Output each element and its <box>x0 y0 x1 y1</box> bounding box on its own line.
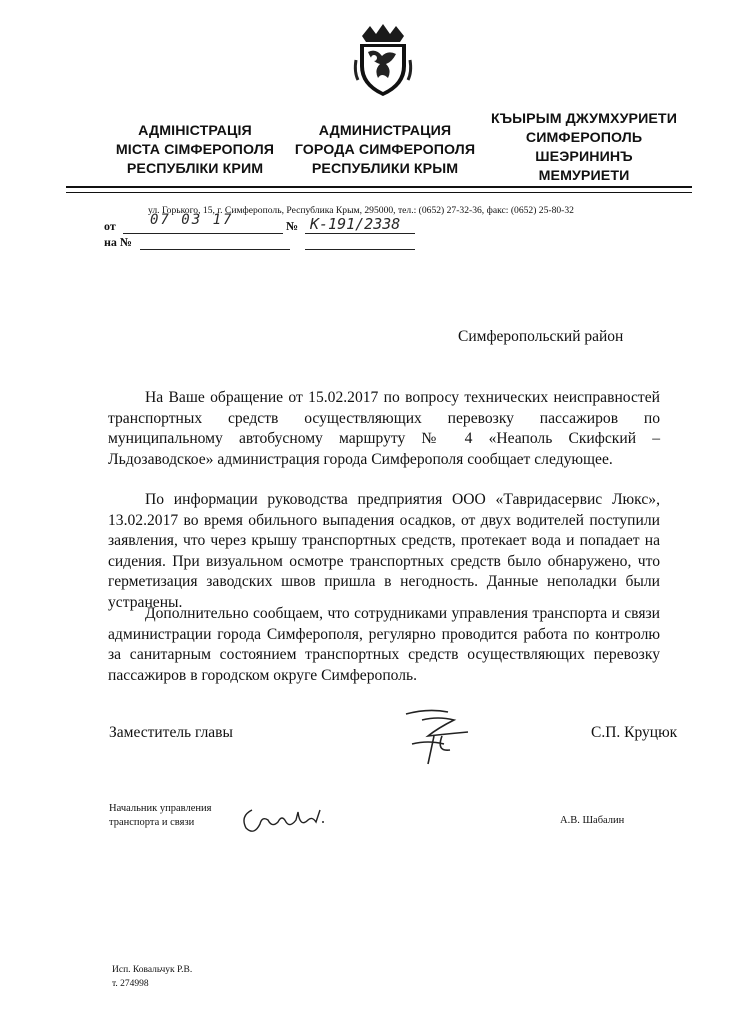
recipient: Симферопольский район <box>458 328 624 345</box>
date-underline <box>123 233 283 234</box>
number-label: № <box>286 219 299 233</box>
header-line: АДМИНИСТРАЦИЯ <box>318 123 452 139</box>
approver-name: А.В. Шабалин <box>560 815 625 826</box>
ref-date-underline <box>140 249 290 250</box>
body-paragraph: На Ваше обращение от 15.02.2017 по вопросу технических неисправностей транспортных средств осуществляющих перевозку пассажиров по муниципальному автобусному маршруту № 4 «Неаполь Скифский – Льдозаводское» администрация города Симферополя сообщает следующее. <box>108 389 660 468</box>
header-divider <box>66 192 692 193</box>
header-line: СИМФЕРОПОЛЬ <box>525 130 643 146</box>
number-underline <box>305 233 415 234</box>
header-line: РЕСПУБЛИКИ КРЫМ <box>311 161 459 177</box>
body-paragraph: Дополнительно сообщаем, что сотрудниками управления транспорта и связи администрации города Симферополя, регулярно проводится работа по контролю за санитарным состоянием транспортных средств осуществляющих перевозку пассажиров в городском округе Симферополь. <box>108 605 660 684</box>
header-ukrainian <box>100 122 290 179</box>
executor: Исп. Ковальчук Р.В. <box>112 965 193 975</box>
date-value: 07 03 17 <box>150 212 234 228</box>
header-line: КЪЫРЫМ ДЖУМХУРИЕТИ <box>490 111 677 127</box>
address-line: ул. Горького, 15, г. Симферополь, Республика Крым, 295000, тел.: (0652) 27-32-36, факс: (0652) 25-80-32 <box>148 205 574 216</box>
header-line: ГОРОДА СИМФЕРОПОЛЯ <box>294 142 476 158</box>
number-value: К-191/2338 <box>310 215 401 233</box>
header-line: МІСТА СІМФЕРОПОЛЯ <box>115 142 275 158</box>
crimea-emblem-icon <box>352 22 414 98</box>
body-paragraph: По информации руководства предприятия ООО «Тавридасервис Люкс», 13.02.2017 во время обильного выпадения осадков, от двух водителей поступили заявления, что через крышу транспортных средств, протекает вода и попадает на сидения. При визуальном осмотре транспортных средств было обнаружено, что герметизация заводских швов пришла в негодность. Данные неполадки были устранены. <box>108 491 660 611</box>
header-russian <box>285 122 485 179</box>
header-divider <box>66 186 692 188</box>
date-label: от <box>104 219 116 233</box>
approver-title-line: транспорта и связи <box>109 817 195 828</box>
header-line: РЕСПУБЛІКИ КРИМ <box>126 161 264 177</box>
ref-label: на № <box>104 235 132 249</box>
approver-title-line: Начальник управления <box>109 803 212 814</box>
executor-phone: т. 274998 <box>112 979 149 989</box>
header-line: АДМІНІСТРАЦІЯ <box>138 123 252 139</box>
ref-number-underline <box>305 249 415 250</box>
header-line: ШЕЭРИНИНЪ <box>535 149 633 165</box>
approver-title <box>109 802 211 830</box>
header-line: МЕМУРИЕТИ <box>538 168 630 184</box>
approver-signature-icon <box>238 802 338 838</box>
deputy-name: С.П. Круцюк <box>591 724 678 741</box>
header-crimean-tatar <box>484 110 684 186</box>
deputy-title: Заместитель главы <box>109 724 233 741</box>
deputy-signature-icon <box>398 706 478 768</box>
